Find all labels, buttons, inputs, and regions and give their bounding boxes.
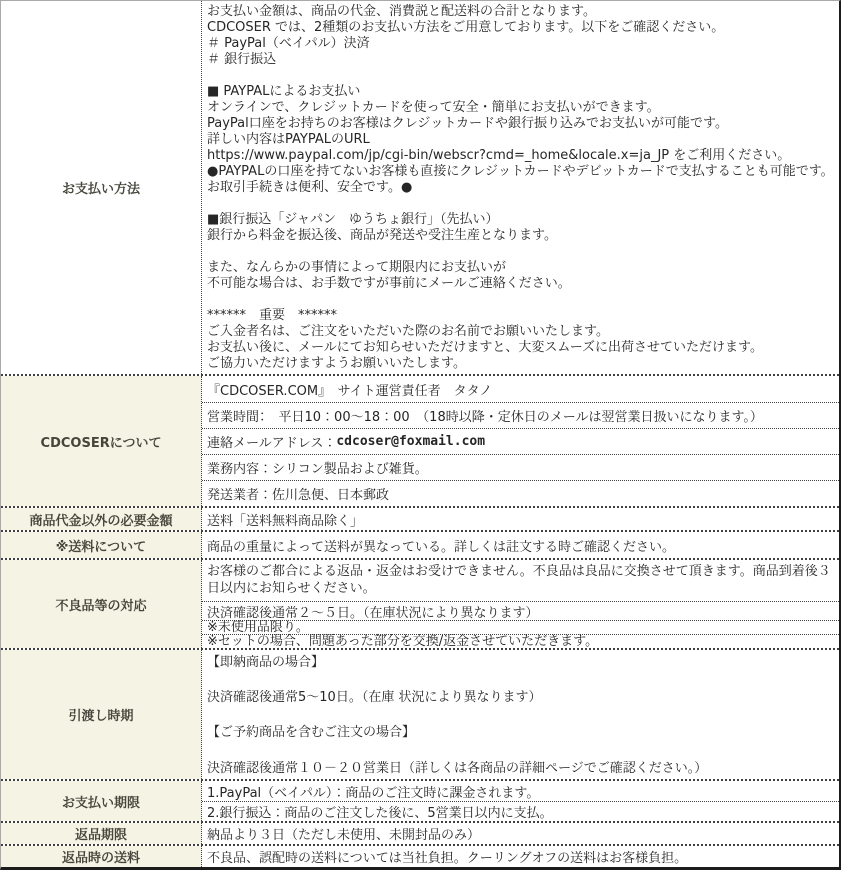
row-extra-fees [1, 506, 839, 530]
payment-deadline-item: 2.銀行振込：商品のご注文した後に、5営業日以内に支払。 [202, 801, 839, 821]
row-header-extra-fees: 商品代金以外の必要金額 [1, 508, 202, 530]
shipping-note-content [202, 532, 839, 558]
row-header-return-deadline: 返品期限 [1, 823, 202, 844]
row-shipping-note [1, 530, 839, 558]
shipping-note-text: 商品の重量によって送料が異なっている。詳しくは註文する時ご確認ください。 [207, 539, 676, 555]
about-content [202, 376, 839, 506]
defects-item: お客様のご都合による返品・返金はお受けできません。不良品は良品に交換させて頂きます。商品到着後３日以内にお知らせください。 [207, 564, 831, 596]
row-header-payment-method: お支払い方法 [1, 1, 202, 374]
row-header-shipping-note: ※送料について [1, 532, 202, 558]
row-return-shipping [1, 844, 839, 867]
payment-method-content [202, 1, 839, 374]
row-delivery-time [1, 648, 839, 779]
extra-fees-text: 送料「送料無料商品除く」 [207, 513, 364, 529]
row-header-return-shipping: 返品時の送料 [1, 846, 202, 867]
delivery-time-content [202, 650, 839, 779]
payment-deadline-content [202, 781, 839, 821]
extra-fees-content [202, 508, 839, 530]
defects-content [202, 560, 839, 648]
delivery-time-text: 【即納商品の場合】 決済確認後通常5～10日。（在庫 状況により異なります） 【ご予約商品を含むご注文の場合】 決済確認後通常１０－２０営業日（詳しくは各商品の詳細ページでご確認ください。） [207, 655, 708, 776]
about-business-hours: 営業時間： 平日10：00～18：00 （18時以降・定休日のメールは翌営業日扱いになります。） [202, 402, 839, 428]
defects-item: ※未使用品限り。 [202, 620, 839, 634]
row-payment-deadline [1, 779, 839, 821]
row-header-about: CDCOSERについて [1, 376, 202, 506]
row-header-payment-deadline: お支払い期限 [1, 781, 202, 821]
about-site-operator: 『CDCOSER.COM』 サイト運営責任者 タタノ [207, 383, 493, 399]
payment-deadline-item: 1.PayPal（ベイパル）：商品のご注文時に課金されます。 [207, 785, 540, 801]
row-return-deadline [1, 821, 839, 844]
defects-item: ※セットの場合、問題あった部分を交換/返金させていただきます。 [202, 634, 839, 648]
row-about [1, 374, 839, 506]
row-header-defects: 不良品等の対応 [1, 560, 202, 648]
return-deadline-content [202, 823, 839, 844]
defects-item: 決済確認後通常２～５日。（在庫状況により異なります） [202, 601, 839, 620]
row-payment-method [1, 1, 839, 374]
return-shipping-content [202, 846, 839, 867]
return-deadline-text: 納品より３日（ただし未使用、未開封品のみ） [207, 828, 481, 844]
contact-email: cdcoser@foxmail.com [336, 434, 486, 449]
contact-email-label: 連絡メールアドレス： [207, 436, 337, 451]
return-shipping-text: 不良品、誤配時の送料については当社負担。クーリングオフの送料はお客様負担。 [207, 851, 688, 867]
about-contact-row [202, 428, 839, 454]
about-business-description: 業務内容：シリコン製品および雑貨。 [202, 454, 839, 480]
about-shipping-carriers: 発送業者：佐川急便、日本郵政 [202, 480, 839, 506]
row-header-delivery-time: 引渡し時期 [1, 650, 202, 779]
row-defects [1, 558, 839, 648]
payment-method-text: お支払い金額は、商品の代金、消費説と配送料の合計となります。 CDCOSER では、2種類のお支払い方法をご用意しております。以下をご確認ください。 ＃ PayPal（ベイパル）決済 ＃ 銀行振込 ■ PAYPALによるお支払い オンラインで、クレジットカードを使って安全・簡単にお支払いができます。 PayPal口座をお持ちのお客様はクレジットカードや銀行振り込みでお支払いが可能です。 詳しい内容はPAYPALのURL https://www.paypal.com/jp/cgi-bin/webscr?cmd=_home&locale.x=ja_JP をご利用ください。 ●PAYPALの口座を持てないお客様も直接にクレジットカードやデビットカードで支払することも可能です。 お取引手続きは便利、安全です。● ■銀行振込「ジャパン ゆうちょ銀行」（先払い） 銀行から料金を振込後、商品が発送や受注生産となります。 また、なんらかの事情によって期限内にお支払いが 不可能な場合は、お手数ですが事前にメールご連絡ください。 ****** 重要 ****** ご入金者名は、ご注文をいただいた際のお名前でお願いいたします。 お支払い後に、メールにてお知らせいただけますと、大変スムーズに出荷させていただけます。 ご協力いただけますようお願いいたします。 [207, 4, 834, 371]
